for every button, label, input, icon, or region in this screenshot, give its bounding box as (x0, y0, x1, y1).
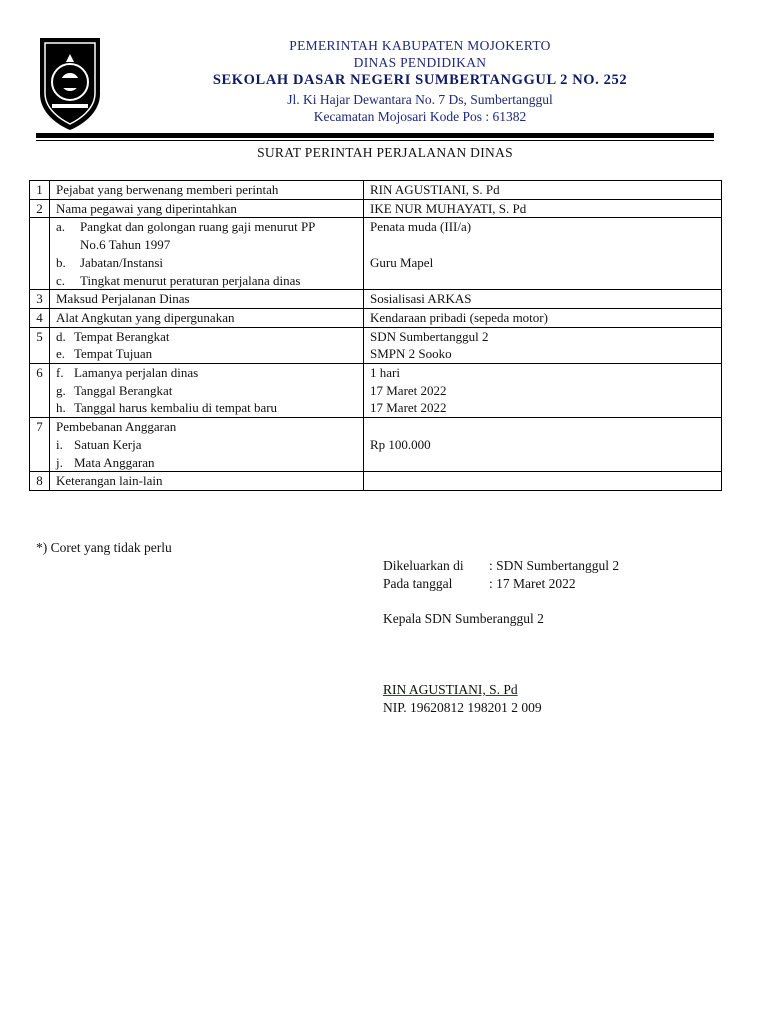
signer-nip: NIP. 19620812 198201 2 009 (383, 700, 542, 715)
item-marker: g. (56, 382, 66, 398)
row-number: 2 (30, 199, 50, 218)
row-number: 6 (30, 364, 50, 418)
header-department: DINAS PENDIDIKAN (353, 55, 487, 70)
table-row (30, 218, 722, 290)
row-label: Pejabat yang berwenang memberi perintah (50, 181, 364, 200)
row-label: Pembebanan Anggaran (56, 419, 177, 435)
item-marker: e. (56, 346, 66, 362)
item-label: Lamanya perjalan dinas (74, 365, 199, 381)
header-district: Kecamatan Mojosari Kode Pos : 61382 (313, 109, 527, 124)
row-value: Kendaraan pribadi (sepeda motor) (364, 308, 722, 327)
row-value: 17 Maret 2022 (370, 400, 447, 416)
table-row (30, 181, 722, 200)
row-number: 3 (30, 290, 50, 309)
date-value: : 17 Maret 2022 (489, 576, 576, 591)
item-marker: a. (56, 219, 66, 235)
table-row (30, 290, 722, 309)
header-divider-thick (36, 133, 714, 138)
item-marker: f. (56, 365, 64, 381)
signer-name: RIN AGUSTIANI, S. Pd (383, 682, 518, 697)
table-row (30, 364, 722, 418)
row-label: Alat Angkutan yang dipergunakan (50, 308, 364, 327)
item-label: Jabatan/Instansi (80, 254, 164, 270)
row-number: 5 (30, 327, 50, 363)
table-row (30, 418, 722, 472)
item-label: Tempat Berangkat (74, 328, 170, 344)
document-title: SURAT PERINTAH PERJALANAN DINAS (257, 145, 513, 160)
item-label: Tingkat menurut peraturan perjalana dinas (80, 272, 301, 288)
item-marker: d. (56, 328, 66, 344)
signer-position: Kepala SDN Sumberanggul 2 (383, 611, 544, 626)
row-label: Keterangan lain-lain (50, 472, 364, 491)
item-label: Tanggal Berangkat (74, 382, 173, 398)
row-label: Maksud Perjalanan Dinas (50, 290, 364, 309)
item-marker: h. (56, 400, 66, 416)
row-value (364, 472, 722, 491)
row-number: 1 (30, 181, 50, 200)
row-value: Penata muda (III/a) (370, 219, 472, 235)
table-row (30, 308, 722, 327)
row-number: 4 (30, 308, 50, 327)
row-value: 17 Maret 2022 (370, 382, 447, 398)
item-label: Tanggal harus kembaliu di tempat baru (74, 400, 278, 416)
header-school-name: SEKOLAH DASAR NEGERI SUMBERTANGGUL 2 NO. 252 (212, 72, 628, 88)
header-divider-thin (36, 140, 714, 141)
issued-value: : SDN Sumbertanggul 2 (489, 558, 620, 573)
row-value: Rp 100.000 (370, 436, 431, 452)
issued-place (383, 557, 619, 575)
item-label-continued: No.6 Tahun 1997 (80, 237, 171, 253)
footnote: *) Coret yang tidak perlu (36, 540, 172, 555)
item-label: Satuan Kerja (74, 436, 142, 452)
regency-shield-emblem-icon (36, 32, 104, 132)
item-marker: j. (56, 454, 63, 470)
row-value: 1 hari (370, 365, 400, 381)
item-marker: i. (56, 436, 63, 452)
item-label: Tempat Tujuan (74, 346, 153, 362)
row-label: Nama pegawai yang diperintahkan (50, 199, 364, 218)
table-row (30, 472, 722, 491)
item-marker: c. (56, 272, 66, 288)
item-label: Pangkat dan golongan ruang gaji menurut PP (80, 219, 316, 235)
row-number: 7 (30, 418, 50, 472)
row-value: Sosialisasi ARKAS (364, 290, 722, 309)
row-value: IKE NUR MUHAYATI, S. Pd (364, 199, 722, 218)
header-address: Jl. Ki Hajar Dewantara No. 7 Ds, Sumbertanggul (287, 92, 553, 107)
header-government: PEMERINTAH KABUPATEN MOJOKERTO (289, 38, 551, 53)
issued-date (383, 575, 576, 593)
row-value: Guru Mapel (370, 254, 434, 270)
row-number: 8 (30, 472, 50, 491)
issued-label: Dikeluarkan di (383, 558, 464, 573)
row-value: SDN Sumbertanggul 2 (370, 328, 489, 344)
date-label: Pada tanggal (383, 576, 453, 591)
travel-order-table (29, 180, 722, 491)
table-row (30, 199, 722, 218)
row-value: SMPN 2 Sooko (370, 346, 452, 362)
item-label: Mata Anggaran (74, 454, 155, 470)
row-value: RIN AGUSTIANI, S. Pd (364, 181, 722, 200)
table-row (30, 327, 722, 363)
item-marker: b. (56, 254, 66, 270)
